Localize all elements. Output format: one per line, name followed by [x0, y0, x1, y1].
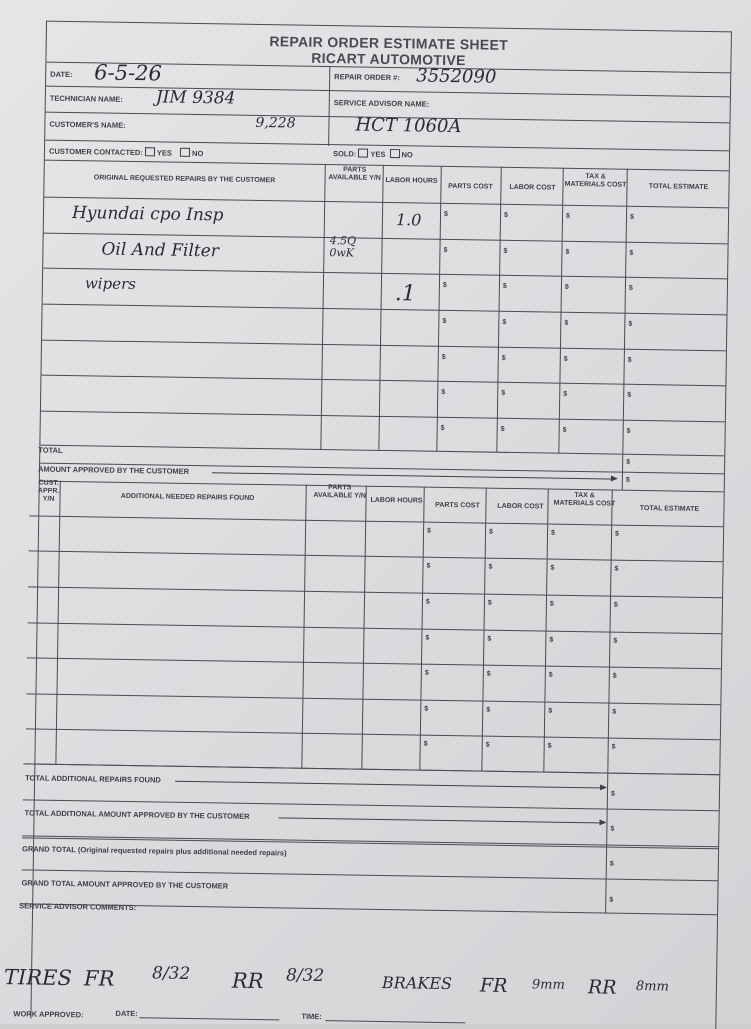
yes-label: YES	[370, 149, 386, 159]
col-cust-appr: CUST. APPR. Y/N	[37, 479, 60, 503]
dollar-sign: $	[613, 637, 618, 645]
tires-rr-value: 8/32	[285, 965, 325, 987]
yes-label: YES	[156, 148, 173, 158]
col-original-repairs: ORIGINAL REQUESTED REPAIRS BY THE CUSTOMER	[93, 174, 276, 185]
dollar-sign: $	[629, 249, 634, 257]
dollar-sign: $	[424, 669, 429, 677]
dollar-sign: $	[426, 562, 431, 570]
total-additional-approved-label: TOTAL ADDITIONAL AMOUNT APPROVED BY THE CUSTOMER	[24, 808, 250, 821]
labor-hours-value[interactable]: 1.0	[395, 210, 422, 230]
divider	[27, 657, 721, 669]
time-signature-line[interactable]	[325, 1020, 465, 1023]
dollar-sign: $	[500, 425, 505, 433]
date-value[interactable]: 6-5-26	[94, 60, 163, 86]
divider	[622, 169, 627, 454]
brakes-rr-value: 8mm	[635, 978, 669, 995]
divider	[23, 763, 719, 775]
divider	[328, 66, 330, 146]
dollar-sign: $	[503, 211, 509, 219]
repair-order-label: REPAIR ORDER #:	[334, 72, 400, 83]
dollar-sign: $	[488, 563, 493, 571]
dollar-sign: $	[563, 355, 568, 363]
brakes-fr-value: 9mm	[531, 977, 566, 993]
work-approved-label: WORK APPROVED:	[13, 1009, 84, 1020]
estimate-sheet	[3, 21, 732, 1029]
dollar-sign: $	[614, 565, 619, 573]
col-labor-hours-2: LABOR HOURS	[370, 496, 423, 505]
divider	[320, 164, 325, 449]
sold-no-checkbox[interactable]	[389, 149, 399, 158]
col-labor-hours: LABOR HOURS	[385, 176, 438, 185]
parts-available-value[interactable]: 4.5Q 0wK	[329, 234, 357, 260]
no-label: NO	[401, 150, 413, 160]
total-dollar: $	[626, 458, 631, 466]
dollar-sign: $	[547, 742, 552, 750]
dollar-sign: $	[609, 896, 614, 904]
dollar-sign: $	[550, 564, 555, 572]
dollar-sign: $	[487, 599, 492, 607]
sold	[333, 148, 413, 159]
customer-contacted-label: CUSTOMER CONTACTED:	[48, 146, 143, 158]
dollar-sign: $	[442, 281, 447, 289]
service-advisor-value[interactable]: HCT 1060A	[355, 114, 462, 138]
repair-description[interactable]: wipers	[84, 274, 137, 294]
contacted-no-checkbox[interactable]	[180, 148, 190, 157]
dollar-sign: $	[549, 636, 554, 644]
dollar-sign: $	[486, 670, 491, 678]
divider	[28, 586, 722, 598]
dollar-sign: $	[609, 860, 614, 868]
dollar-sign: $	[610, 825, 615, 833]
col-parts-cost: PARTS COST	[448, 182, 493, 191]
divider	[378, 165, 383, 450]
dollar-sign: $	[423, 740, 428, 748]
divider	[558, 168, 563, 453]
sold-label: SOLD:	[332, 149, 357, 159]
no-label: NO	[191, 148, 204, 159]
dollar-sign: $	[425, 634, 430, 642]
dollar-sign: $	[612, 672, 617, 680]
dollar-sign: $	[628, 284, 633, 292]
date-signature-line[interactable]	[139, 1017, 279, 1020]
col-labor-cost: LABOR COST	[509, 183, 556, 192]
dollar-sign: $	[485, 741, 490, 749]
col-tax-materials-2: TAX & MATERIALS COST	[553, 491, 616, 508]
col-parts-available-2: PARTS AVAILABLE Y/N	[313, 484, 366, 500]
dollar-sign: $	[502, 318, 507, 326]
dollar-sign: $	[565, 248, 570, 256]
company-name: RICART AUTOMOTIVE	[311, 49, 466, 69]
divider	[26, 693, 720, 705]
brakes-text: BRAKES	[381, 973, 453, 994]
col-total-estimate: TOTAL ESTIMATE	[648, 183, 709, 192]
technician-label: TECHNICIAN NAME:	[49, 93, 123, 104]
grand-total-approved-label: GRAND TOTAL AMOUNT APPROVED BY THE CUSTOMER	[21, 878, 229, 891]
dollar-sign: $	[565, 212, 570, 220]
dollar-sign: $	[425, 598, 430, 606]
brakes-rr: RR	[587, 976, 617, 999]
dollar-sign: $	[443, 246, 448, 254]
customer-contacted	[49, 146, 203, 158]
divider	[605, 773, 608, 913]
repair-order-value[interactable]: 3552090	[416, 65, 497, 88]
total-label: TOTAL	[38, 445, 63, 455]
tires-fr-value: 8/32	[151, 963, 191, 984]
dollar-sign: $	[564, 283, 569, 291]
dollar-sign: $	[627, 356, 632, 364]
dollar-sign: $	[487, 635, 492, 643]
footer-time-label: TIME:	[301, 1011, 322, 1022]
dollar-sign: $	[629, 213, 634, 221]
dollar-sign: $	[610, 790, 615, 798]
sold-yes-checkbox[interactable]	[358, 149, 368, 158]
dollar-sign: $	[612, 708, 617, 716]
divider	[46, 86, 730, 98]
dollar-sign: $	[562, 426, 567, 434]
divider	[496, 167, 501, 452]
divider	[436, 166, 441, 451]
dollar-sign: $	[613, 601, 618, 609]
dollar-sign: $	[441, 388, 446, 396]
contacted-yes-checkbox[interactable]	[145, 147, 155, 156]
dollar-sign: $	[628, 320, 633, 328]
dollar-sign: $	[427, 527, 432, 535]
dollar-sign: $	[501, 389, 506, 397]
grand-total-label: GRAND TOTAL (Original requested repairs plus additional needed repairs)	[21, 844, 287, 858]
brakes-fr: FR	[479, 974, 508, 997]
customer-name-label: CUSTOMER'S NAME:	[49, 119, 126, 130]
divider	[26, 728, 720, 740]
labor-hours-value[interactable]: .1	[394, 281, 416, 307]
arrow-line	[175, 781, 605, 789]
tires-rr: RR	[231, 968, 264, 994]
technician-value[interactable]: JIM 9384	[155, 87, 236, 109]
dollar-sign: $	[548, 707, 553, 715]
tires-fr: FR	[83, 966, 115, 991]
sheet-title: REPAIR ORDER ESTIMATE SHEET	[269, 33, 509, 53]
footer-date-label: DATE:	[115, 1008, 138, 1019]
comments-label: SERVICE ADVISOR COMMENTS:	[19, 901, 137, 913]
repair-description[interactable]: Oil And Filter	[101, 239, 220, 262]
dollar-sign: $	[442, 317, 447, 325]
dollar-sign: $	[501, 354, 506, 362]
col-total-estimate-2: TOTAL ESTIMATE	[639, 504, 700, 513]
dollar-sign: $	[503, 247, 508, 255]
dollar-sign: $	[489, 528, 494, 536]
dollar-sign: $	[564, 319, 569, 327]
col-parts-cost-2: PARTS COST	[435, 501, 480, 510]
col-tax-materials: TAX & MATERIALS COST	[564, 173, 627, 189]
dollar-sign: $	[441, 353, 446, 361]
date-label: DATE:	[50, 69, 73, 80]
dollar-sign: $	[424, 705, 429, 713]
dollar-sign: $	[611, 743, 616, 751]
dollar-sign: $	[502, 282, 507, 290]
tires-text: TIRES	[3, 965, 73, 991]
divider	[29, 515, 723, 527]
service-advisor-label: SERVICE ADVISOR NAME:	[333, 98, 430, 109]
divider	[28, 622, 722, 634]
arrow-line	[279, 817, 605, 823]
col-parts-available: PARTS AVAILABLE Y/N	[328, 166, 381, 182]
amount-approved-label: AMOUNT APPROVED BY THE CUSTOMER	[37, 464, 190, 476]
dollar-sign: $	[549, 600, 554, 608]
dollar-sign: $	[548, 671, 553, 679]
dollar-sign: $	[626, 427, 631, 435]
divider	[29, 550, 723, 562]
approved-dollar: $	[625, 476, 630, 484]
dollar-sign: $	[563, 390, 568, 398]
dollar-sign: $	[550, 529, 556, 537]
customer-name-value[interactable]: 9,228	[255, 114, 296, 132]
repair-description[interactable]: Hyundai cpo Insp	[71, 203, 224, 226]
arrow-line	[212, 472, 616, 479]
dollar-sign: $	[614, 530, 620, 538]
col-additional-repairs: ADDITIONAL NEEDED REPAIRS FOUND	[120, 492, 255, 502]
total-additional-found-label: TOTAL ADDITIONAL REPAIRS FOUND	[25, 773, 161, 785]
dollar-sign: $	[443, 210, 449, 218]
dollar-sign: $	[440, 424, 445, 432]
dollar-sign: $	[627, 391, 632, 399]
col-labor-cost-2: LABOR COST	[497, 502, 544, 511]
dollar-sign: $	[486, 706, 491, 714]
